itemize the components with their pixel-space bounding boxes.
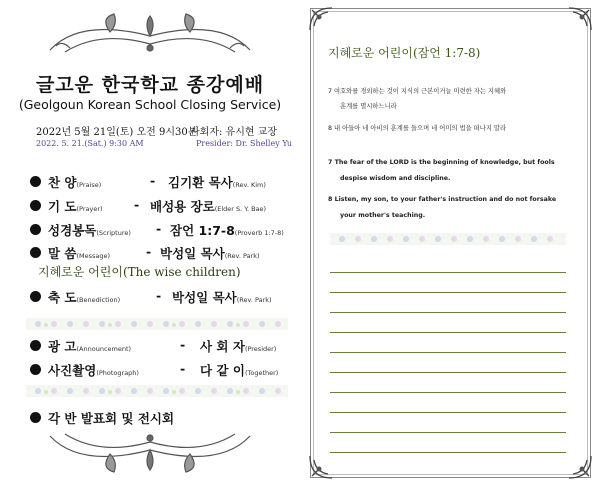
item-name: 광 고(Announcement)	[48, 339, 132, 354]
wise-children-heading: 지혜로운 어린이(The wise children)	[38, 265, 241, 279]
writing-line	[330, 352, 566, 353]
verse-8-english-line1: 8 Listen, my son, to your father's instruction and do not forsake	[328, 196, 557, 203]
service-date-korean: 2022년 5월 21일(토) 오전 9시30분	[36, 127, 198, 138]
bullet-icon	[30, 200, 41, 211]
bullet-icon	[30, 340, 41, 351]
bullet-icon	[30, 364, 41, 375]
page-subtitle: (Geolgoun Korean School Closing Service)	[18, 97, 282, 112]
item-person: 김기환 목사(Rev. Kim)	[168, 175, 266, 190]
top-ornament-icon	[40, 8, 260, 58]
program-item: 기 도(Prayer) - 배성용 장로(Elder S. Y. Bae)	[30, 196, 300, 216]
program-item: 말 씀(Message) - 박성일 목사(Rev. Park)	[30, 243, 300, 263]
item-name: 사진촬영(Photograph)	[48, 363, 139, 378]
writing-line	[330, 412, 566, 413]
presider-english: Presider: Dr. Shelley Yu	[196, 139, 292, 148]
program-item: 축 도(Benediction) - 박성일 목사(Rev. Park)	[30, 287, 300, 307]
item-name: 각 반 발표회 및 전시회	[48, 411, 175, 426]
verse-7-korean-line2: 훈계를 멸시하느니라	[340, 103, 397, 110]
program-item	[30, 408, 300, 428]
item-person: 박성일 목사(Rev. Park)	[172, 290, 272, 305]
writing-line	[330, 452, 566, 453]
item-person: 잠언 1:7-8(Proverb 1:7-8)	[170, 223, 284, 238]
verse-8-english-line2: your mother's teaching.	[340, 212, 426, 219]
bullet-icon	[30, 176, 41, 187]
writing-line	[330, 292, 566, 293]
item-name: 말 씀(Message)	[48, 246, 111, 261]
item-person: 배성용 장로(Elder S. Y. Bae)	[150, 199, 267, 214]
program-item: 성경봉독(Scripture) - 잠언 1:7-8(Proverb 1:7-8)	[30, 220, 300, 240]
bullet-icon	[30, 224, 41, 235]
item-name: 성경봉독(Scripture)	[48, 223, 131, 238]
page-title: 글고운 한국학교 종강예배	[35, 74, 265, 96]
verse-title: 지혜로운 어린이(잠언 1:7-8)	[328, 46, 481, 60]
flower-divider-icon	[26, 385, 288, 397]
bottom-ornament-icon	[40, 430, 260, 478]
item-person: 사 회 자(Presider)	[200, 339, 277, 354]
item-name: 축 도(Benediction)	[48, 290, 121, 305]
verse-7-english-line1: 7 The fear of the LORD is the beginning of knowledge, but fools	[328, 159, 555, 166]
verse-7-english-line2: despise wisdom and discipline.	[340, 175, 451, 182]
writing-line	[330, 432, 566, 433]
bullet-icon	[30, 291, 41, 302]
flower-divider-icon	[26, 318, 288, 330]
corner-ornament-icon	[565, 4, 595, 34]
service-date-english: 2022. 5. 21.(Sat.) 9:30 AM	[36, 139, 144, 148]
writing-line	[330, 272, 566, 273]
verse-7-korean-line1: 7 여호와를 경외하는 것이 지식의 근본이거늘 미련한 자는 지혜와	[328, 88, 507, 95]
writing-line	[330, 332, 566, 333]
corner-ornament-icon	[306, 4, 336, 34]
writing-line	[330, 372, 566, 373]
item-name: 찬 양(Praise)	[48, 175, 102, 190]
writing-line	[330, 312, 566, 313]
writing-line	[330, 392, 566, 393]
presider-korean: 사회자: 유시현 교장	[190, 127, 278, 138]
corner-ornament-icon	[565, 452, 595, 482]
bullet-icon	[30, 412, 41, 423]
flower-divider-icon	[330, 233, 566, 245]
item-person: 다 같 이(Together)	[200, 363, 279, 378]
program-item: 찬 양(Praise) - 김기환 목사(Rev. Kim)	[30, 172, 300, 192]
item-name: 기 도(Prayer)	[48, 199, 103, 214]
verse-8-korean: 8 내 아들아 네 아비의 훈계를 들으며 네 어미의 법을 떠나지 말라	[328, 125, 507, 132]
program-item: 광 고(Announcement) - 사 회 자(Presider)	[30, 336, 300, 356]
bullet-icon	[30, 247, 41, 258]
corner-ornament-icon	[306, 452, 336, 482]
program-item: 사진촬영(Photograph) - 다 같 이(Together)	[30, 360, 300, 380]
item-person: 박성일 목사(Rev. Park)	[160, 246, 260, 261]
